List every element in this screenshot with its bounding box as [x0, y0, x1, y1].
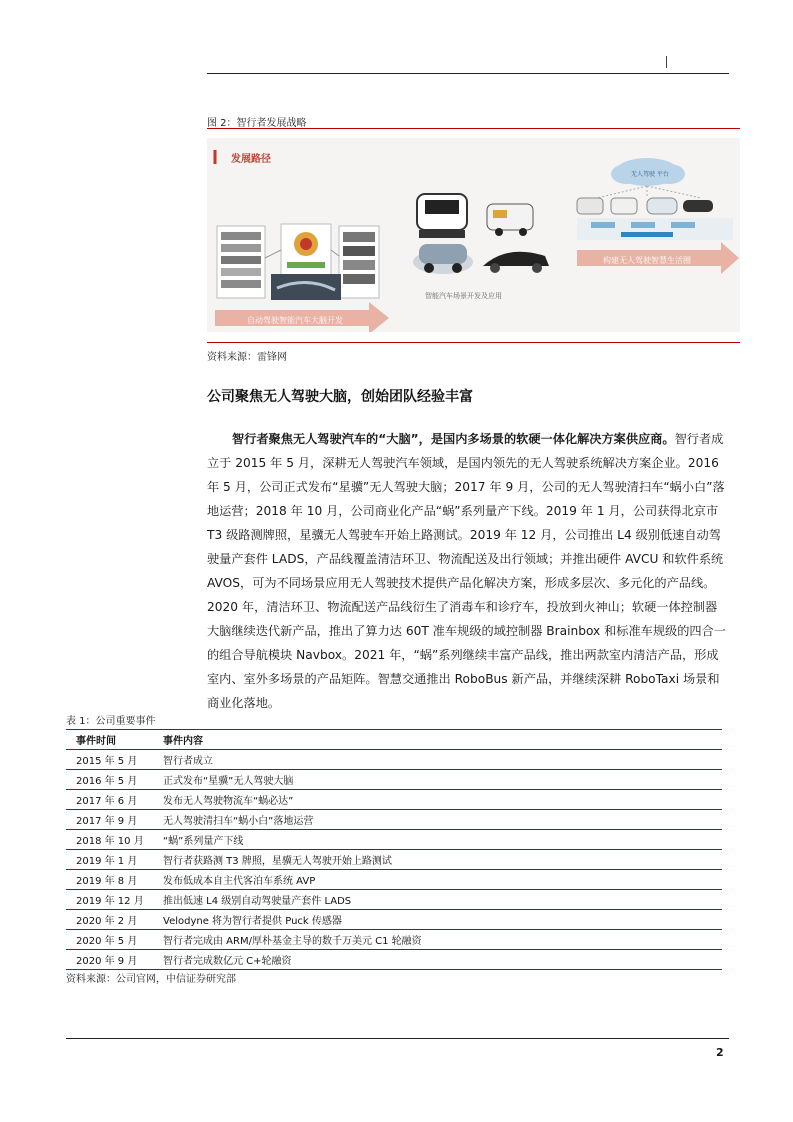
- header-date: 事件时间: [66, 730, 153, 750]
- event-date: 2017 年 6 月: [66, 790, 153, 810]
- table-row: [66, 770, 722, 790]
- event-date: 2019 年 12 月: [66, 890, 153, 910]
- lead-sentence: 智行者聚焦无人驾驶汽车的“大脑”，是国内多场景的软硬一体化解决方案供应商。: [232, 432, 675, 446]
- table-row: [66, 950, 722, 970]
- header-rule: [207, 73, 729, 74]
- event-date: 2020 年 9 月: [66, 950, 153, 970]
- event-date: 2019 年 1 月: [66, 850, 153, 870]
- table-header-row: [66, 730, 722, 750]
- event-date: 2015 年 5 月: [66, 750, 153, 770]
- event-content: 发布无人驾驶物流车“蜗必达”: [153, 790, 722, 810]
- table-source: 资料来源：公司官网，中信证券研究部: [66, 974, 236, 985]
- table-row: [66, 870, 722, 890]
- table-row: [66, 830, 722, 850]
- event-content: 智行者完成数亿元 C+轮融资: [153, 950, 722, 970]
- table-row: [66, 750, 722, 770]
- strategy-figure: [207, 138, 740, 332]
- stage-brain-cluster: [217, 224, 379, 300]
- table-row: [66, 910, 722, 930]
- svg-text:无人驾驶 平台: 无人驾驶 平台: [631, 171, 669, 178]
- event-content: 推出低速 L4 级别自动驾驶量产套件 LADS: [153, 890, 722, 910]
- event-content: Velodyne 将为智行者提供 Puck 传感器: [153, 910, 722, 930]
- figure-source: 资料来源：雷锋网: [207, 352, 287, 363]
- event-content: 智行者完成由 ARM/厚朴基金主导的数千万美元 C1 轮融资: [153, 930, 722, 950]
- header-content: 事件内容: [153, 730, 722, 750]
- strategy-diagram: [207, 138, 740, 332]
- footer-rule: [66, 1038, 729, 1039]
- event-content: 无人驾驶清扫车“蜗小白”落地运营: [153, 810, 722, 830]
- events-table: [66, 729, 722, 970]
- event-content: “蜗”系列量产下线: [153, 830, 722, 850]
- svg-text:自动驾驶智能汽车大脑开发: 自动驾驶智能汽车大脑开发: [247, 316, 343, 325]
- event-date: 2016 年 5 月: [66, 770, 153, 790]
- body-paragraph: [207, 427, 729, 715]
- event-content: 智行者获路测 T3 牌照，星骥无人驾驶开始上路测试: [153, 850, 722, 870]
- event-content: 发布低成本自主代客泊车系统 AVP: [153, 870, 722, 890]
- table-row: [66, 850, 722, 870]
- event-date: 2017 年 9 月: [66, 810, 153, 830]
- body-text: 智行者成立于 2015 年 5 月，深耕无人驾驶汽车领域，是国内领先的无人驾驶系统解决方案企业。2016 年 5 月，公司正式发布“星骥”无人驾驶大脑；2017 年 9 月，公司的无人驾驶清扫车“蜗小白”落地运营；2018 年 10 月，公司商业化产品“蜗”系列量产下线。2019 年 1 月，公司获得北京市 T3 级路测牌照，星骥无人驾驶车开始上路测试。2019 年 12 月，公司推出 L4 级别低速自动驾驶量产套件 LADS，产品线覆盖清洁环卫、物流配送及出行领域；并推出硬件 AVCU 和软件系统 AVOS，可为不同场景应用无人驾驶技术提供产品化解决方案，形成多层次、多元化的产品线。2020 年，清洁环卫、物流配送产品线衍生了消毒车和诊疗车，投放到火神山；软硬一体控制器大脑继续迭代新产品，推出了算力达 60T 准车规级的域控制器 Brainbox 和标准车规级的四合一的组合导航模块 Navbox。2021 年，“蜗”系列继续丰富产品线，推出两款室内清洁产品，形成室内、室外多场景的产品矩阵。智慧交通推出 RoboBus 新产品，并继续深耕 RoboTaxi 场景和商业化落地。: [207, 432, 726, 710]
- event-date: 2019 年 8 月: [66, 870, 153, 890]
- panel-title: 发展路径: [231, 154, 271, 165]
- event-date: 2020 年 5 月: [66, 930, 153, 950]
- page-number: 2: [716, 1046, 724, 1059]
- event-content: 正式发布“星骥”无人驾驶大脑: [153, 770, 722, 790]
- svg-text:构建无人驾驶智慧生活圈: 构建无人驾驶智慧生活圈: [603, 256, 691, 265]
- event-content: 智行者成立: [153, 750, 722, 770]
- figure-caption-rule: [207, 128, 740, 129]
- table-row: [66, 810, 722, 830]
- event-date: 2018 年 10 月: [66, 830, 153, 850]
- figure-caption: 图 2：智行者发展战略: [207, 118, 307, 129]
- svg-text:智能汽车场景开发及应用: 智能汽车场景开发及应用: [425, 292, 502, 300]
- table-title: 表 1：公司重要事件: [66, 716, 156, 727]
- table-row: [66, 890, 722, 910]
- table-row: [66, 790, 722, 810]
- header-marker: [666, 56, 667, 68]
- figure-bottom-rule: [207, 342, 740, 343]
- table-row: [66, 930, 722, 950]
- event-date: 2020 年 2 月: [66, 910, 153, 930]
- section-heading: 公司聚焦无人驾驶大脑，创始团队经验丰富: [207, 389, 473, 405]
